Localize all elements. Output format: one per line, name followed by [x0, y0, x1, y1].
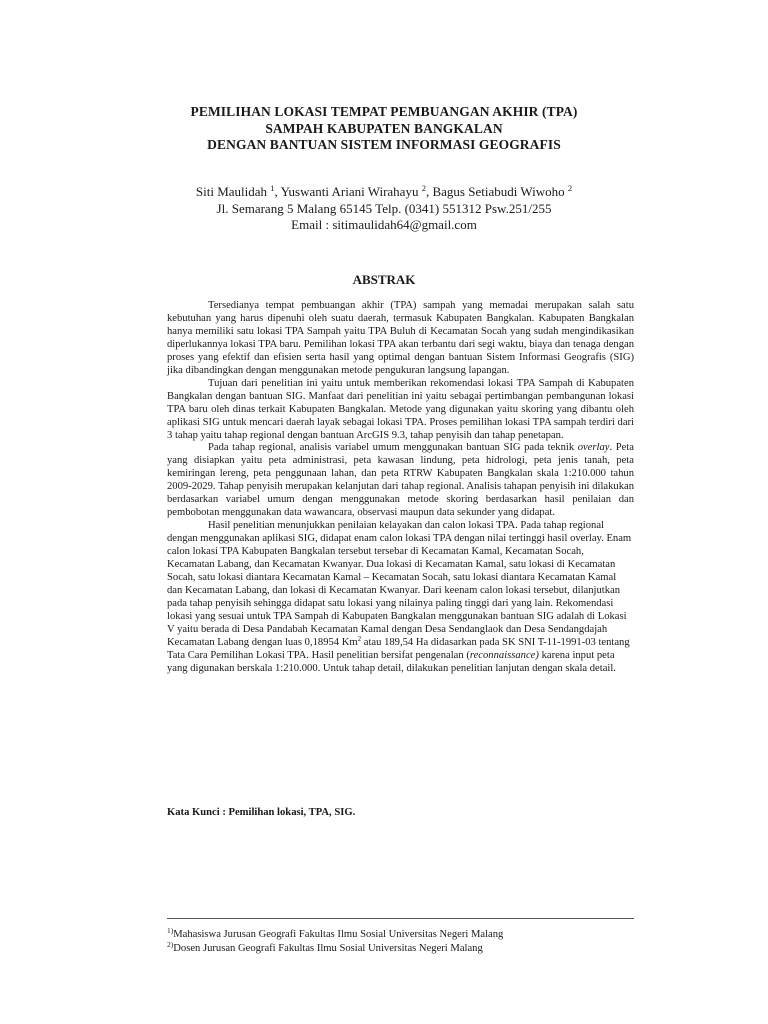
abstract-paragraph-2: Tujuan dari penelitian ini yaitu untuk memberikan rekomendasi lokasi TPA Sampah di Kabupaten Bangkalan dengan bantuan SIG. Manfaat dari penelitian ini yaitu sebagai pertimbangan pembangunan lokasi TPA baru oleh dinas terkait Kabupaten Bangkalan. Metode yang digunakan yaitu skoring yang dibantu oleh aplikasi SIG untuk mencari daerah layak sebagai lokasi TPA. Proses pemilihan lokasi TPA sampah terdiri dari 3 tahap yaitu tahap regional dengan bantuan ArcGIS 9.3, tahap penyisih dan tahap penetapan. [167, 377, 634, 441]
author-2-name: Yuswanti Ariani Wirahayu [280, 184, 419, 199]
abstract-heading: ABSTRAK [352, 272, 416, 287]
author-1-affiliation: 1 [270, 183, 275, 193]
abstract-paragraph-4-part-2: atau 189,54 Ha didasarkan pada SK SNI T-11-1991-03 tentang Tata Cara Pemilihan Lokasi TPA. Hasil penelitian bersifat pengenalan ( [167, 636, 630, 661]
abstract-paragraph-3-start: Pada tahap regional, analisis variabel umum menggunakan bantuan SIG pada teknik [208, 442, 575, 454]
author-names: Siti Maulidah $^1$, Yuswanti Ariani Wirahayu $^2$, Bagus Setiabudi Wiwoho $^2$ [195, 183, 573, 199]
abstract-paragraph-3-rest: . Peta yang disiapkan yaitu peta administrasi, peta kawasan lindung, peta hidrologi, peta jenis tanah, peta kemiringan lereng, peta penggunaan lahan, dan peta RTRW Kabupaten Bangkalan skala 1:210.000 tahun 2009-2029. Tahap penyisih merupakan kelanjutan dari tahap regional. Analisis tahapan penyisih ini dilakukan berdasarkan variabel umum dengan menggunakan metode skoring berdasarkan hasil penilaian dan pembobotan menggunakan data wawancara, observasi maupun data sekunder yang didapat. [167, 442, 634, 519]
abstract-paragraph-1: Tersedianya tempat pembuangan akhir (TPA) sampah yang memadai merupakan salah satu kebutuhan yang harus dipenuhi oleh suatu daerah, termasuk Kabupaten Bangkalan. Kabupaten Bangkalan hanya memiliki satu lokasi TPA Sampah yaitu TPA Buluh di Kecamatan Socah yang sudah mengindikasikan diperlukannya lokasi TPA baru. Pemilihan lokasi TPA akan terbantu dari segi waktu, biaya dan tenaga dengan proses yang efektif dan efisien serta hasil yang optimal dengan bantuan Sistem Informasi Geografis (SIG) jika dibandingkan dengan menggunakan metode pengukuran langsung lapangan. [167, 300, 634, 376]
author-email[interactable]: Email : sitimaulidah64@gmail.com [291, 217, 477, 232]
title-line-2: SAMPAH KABUPATEN BANGKALAN [265, 120, 503, 136]
km-squared-exponent: 2 [357, 634, 362, 643]
title-line-3: DENGAN BANTUAN SISTEM INFORMASI GEOGRAFIS [207, 137, 561, 152]
overlay-term: overlay [577, 442, 610, 454]
abstract-paragraph-4-part-3: karena input peta yang digunakan berskala 1:210.000. Untuk tahap detail, dilakukan penelitian lanjutan dengan skala detail. [167, 649, 616, 674]
footnote-1 [167, 928, 634, 942]
footnote-divider [167, 918, 634, 919]
title-line-1: PEMILIHAN LOKASI TEMPAT PEMBUANGAN AKHIR (TPA) [190, 104, 578, 119]
footnote-2-mark: 2) [167, 940, 174, 949]
author-block [0, 184, 768, 234]
author-3-affiliation: 2 [567, 183, 573, 193]
abstract-paragraph-4 [167, 520, 634, 675]
author-1-name: Siti Maulidah [195, 184, 268, 199]
footnote-1-text: Mahasiswa Jurusan Geografi Fakultas Ilmu Sosial Universitas Negeri Malang [173, 929, 504, 940]
author-address: Jl. Semarang 5 Malang 65145 Telp. (0341) 551312 Psw.251/255 [216, 200, 552, 216]
abstract-paragraph-3 [167, 442, 634, 520]
reconnaissance-term: reconnaissance) [469, 649, 539, 661]
abstract-body [167, 300, 634, 676]
author-2-affiliation: 2 [421, 183, 426, 193]
footnote-1-mark: 1) [167, 926, 174, 935]
footnote-2-text: Dosen Jurusan Geografi Fakultas Ilmu Sosial Universitas Negeri Malang [173, 943, 483, 954]
footnotes [167, 928, 634, 956]
footnote-2 [167, 942, 634, 956]
author-3-name: Bagus Setiabudi Wiwoho [432, 184, 565, 199]
paper-title [0, 104, 768, 154]
abstract-paragraph-4-part-1: Hasil penelitian menunjukkan penilaian kelayakan dan calon lokasi TPA. Pada tahap regional dengan menggunakan aplikasi SIG, didapat enam calon lokasi TPA dengan nilai tertinggi hasil overlay. Enam calon lokasi TPA Kabupaten Bangkalan tersebut tersebar di Kecamatan Kamal, Kecamatan Socah, Kecamatan Labang, dan Kecamatan Kwanyar. Dua lokasi di Kecamatan Kamal, satu lokasi di Kecamatan Socah, satu lokasi diantara Kecamatan Kamal – Kecamatan Socah, satu lokasi diantara Kecamatan Kamal dan Kecamatan Labang, dan lokasi di Kecamatan Kwanyar. Dari keenam calon lokasi tersebut, dilanjutkan pada tahap penyisih sehingga didapat satu lokasi yang nilainya paling tinggi dari yang lain. Rekomendasi lokasi yang sesuai untuk TPA Sampah di Kabupaten Bangkalan menggunakan bantuan SIG adalah di Lokasi V yaitu berada di Desa Pandabah Kecamatan Kamal dengan Desa Sendanglaok dan Desa Sendangdajah Kecamatan Labang dengan luas 0,18954 Km [167, 520, 632, 648]
keywords-line: Kata Kunci : Pemilihan lokasi, TPA, SIG. [167, 807, 356, 818]
